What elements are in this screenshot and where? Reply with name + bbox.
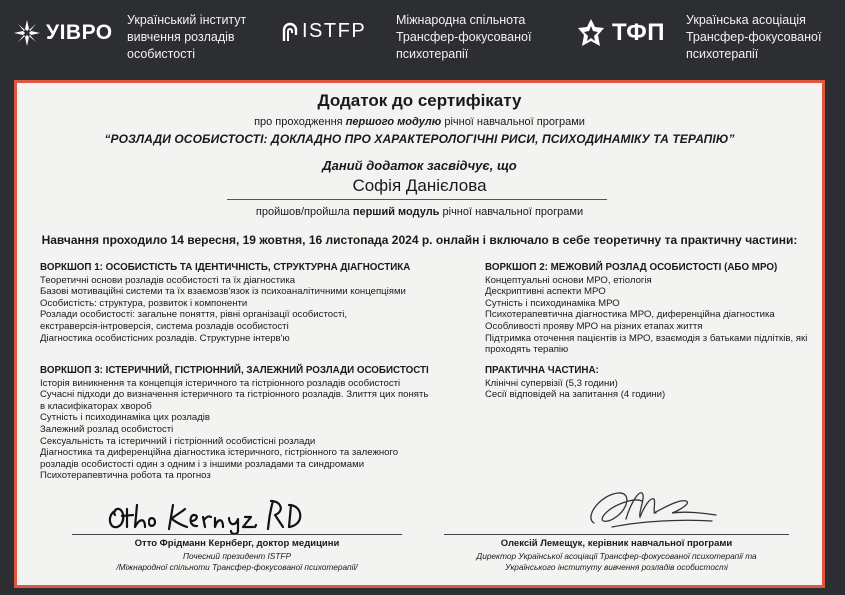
istfp-logo-text: ISTFP [302,20,367,42]
signature-lemeshchuk [582,483,722,540]
subtitle-bold: першого модулю [345,116,442,128]
istfp-description [396,12,531,63]
list-item: Психотерапевтична робота та прогноз [40,470,211,482]
recipient-name: Софія Данієлова [352,176,487,195]
completed-text [17,206,822,218]
tfp-desc-line: психотерапії [686,47,759,61]
signature-kernberg [105,491,355,540]
list-item: Історія виникнення та концепція істеричного та гістріонного розладів особистості [40,377,401,389]
list-item: Сучасні підходи до визначення істеричного та гістріонного розладів. Злиття цих понять [40,389,429,401]
workshop-2-heading: ВОРКШОП 2: МЕЖОВИЙ РОЗЛАД ОСОБИСТОСТІ (АБО МРО) [485,262,778,273]
signature-line-left [72,534,402,535]
arch-logo-icon [282,21,298,43]
list-item: Клінічні супервізії (5,3 години) [485,377,618,389]
training-dates: Навчання проходило 14 вересня, 19 жовтня, 16 листопада 2024 р. онлайн і включало в себе теоретичну та практичну частини: [41,233,798,247]
certifies-text: Даний додаток засвідчує, що [322,158,517,173]
list-item: Теоретичні основи розладів особистості та їх діагностика [40,274,296,286]
signatory-left-role: Почесний президент ISTFP [183,551,291,561]
tfp-logo [576,18,665,48]
completed-pre: пройшов/пройшла [255,206,353,218]
signatory-right-role: Директор Української асоціації Трансфер-фокусованої психотерапії та [476,551,757,561]
certificate-card [14,80,825,588]
list-item: Психотерапевтична діагностика МРО, диференційна діагностика [485,309,775,321]
list-item: Концептуальні основи МРО, етіологія [485,274,652,286]
program-title: “РОЗЛАДИ ОСОБИСТОСТІ: ДОКЛАДНО ПРО ХАРАКТЕРОЛОГІЧНІ РИСИ, ПСИХОДИНАМІКУ ТА ТЕРАПІЮ” [104,132,735,146]
signature-line-right [444,534,789,535]
list-item: Сутність і психодинаміка МРО [485,297,620,309]
list-item: проходять терапію [485,344,569,356]
workshop-3-heading: ВОРКШОП 3: ІСТЕРИЧНИЙ, ГІСТРІОННИЙ, ЗАЛЕЖНИЙ РОЗЛАДИ ОСОБИСТОСТІ [40,365,429,376]
istfp-desc-line: психотерапії [396,47,469,61]
list-item: екстраверсія-інтроверсія, система розладів особистості [40,320,289,332]
subtitle-post: річної навчальної програми [441,116,585,128]
tfp-desc-line: Трансфер-фокусованої [686,30,822,44]
list-item: Сесії відповідей на запитання (4 години) [485,389,666,401]
handwritten-signature-left [105,491,355,535]
uivro-description [127,12,246,63]
signatory-left-name: Отто Фрідманн Кернберг, доктор медицини [134,538,340,549]
practical-block [485,365,815,401]
uivro-desc-line: вивчення розладів [127,30,235,44]
istfp-desc-line: Трансфер-фокусованої [396,30,532,44]
star-shield-icon [576,18,606,48]
practical-heading: ПРАКТИЧНА ЧАСТИНА: [485,365,599,376]
istfp-desc-line: Міжнародна спільнота [396,13,526,27]
star-burst-icon [14,20,40,46]
list-item: Залежний розлад особистості [40,423,174,435]
handwritten-signature-right [582,483,722,535]
subtitle-pre: про проходження [254,116,346,128]
list-item: Сексуальність та істеричний і гістріонний особистісні розлади [40,435,316,447]
workshop-1-block [40,262,420,344]
list-item: Особистість: структура, розвиток і компоненти [40,297,248,309]
list-item: Базові мотиваційні системи та їх взаємозв'язок із психоаналітичними концепціями [40,286,406,298]
signatory-right-name: Олексій Лемещук, керівник навчальної програми [500,538,733,549]
list-item: Діагностика та диференційна діагностика істеричного, гістріонного та залежного [40,447,399,459]
completed-bold: перший модуль [352,206,440,218]
tfp-description [686,12,821,63]
tfp-logo-text: ТФП [612,19,665,46]
list-item: в класифікаторах хвороб [40,400,152,412]
header-bar [0,0,845,78]
signatory-left-org: /Міжнародної спільноти Трансфер-фокусованої психотерапії/ [116,562,358,572]
istfp-logo [282,20,366,43]
list-item: Розлади особистості: загальне поняття, рівні організації особистості, [40,309,348,321]
uivro-logo-text: УІВРО [46,21,113,44]
list-item: Діагностика особистісних розладів. Структурне інтерв'ю [40,332,290,344]
signatory-right-org: Українського інституту вивчення розладів особистості [505,562,728,572]
uivro-desc-line: Український інститут [127,13,247,27]
list-item: Дескриптивні аспекти МРО [485,286,606,298]
list-item: Сутність і психодинаміка цих розладів [40,412,211,424]
list-item: Особливості прояву МРО на різних етапах життя [485,320,703,332]
name-underline [227,199,607,200]
tfp-desc-line: Українська асоціація [686,13,806,27]
workshop-3-block [40,365,435,482]
workshop-2-block [485,262,815,356]
completed-post: річної навчальної програми [439,206,584,218]
workshop-1-heading: ВОРКШОП 1: ОСОБИСТІСТЬ ТА ІДЕНТИЧНІСТЬ, СТРУКТУРНА ДІАГНОСТИКА [40,262,411,273]
certificate-subtitle [17,116,822,128]
uivro-desc-line: особистості [127,47,195,61]
list-item: Підтримка оточення пацієнтів із МРО, взаємодія з батьками підлітків, які [485,332,808,344]
certificate-title: Додаток до сертифікату [317,91,522,110]
list-item: розладів особистості один з одним і з іншими розладами та синдромами [40,458,365,470]
uivro-logo [14,20,113,46]
